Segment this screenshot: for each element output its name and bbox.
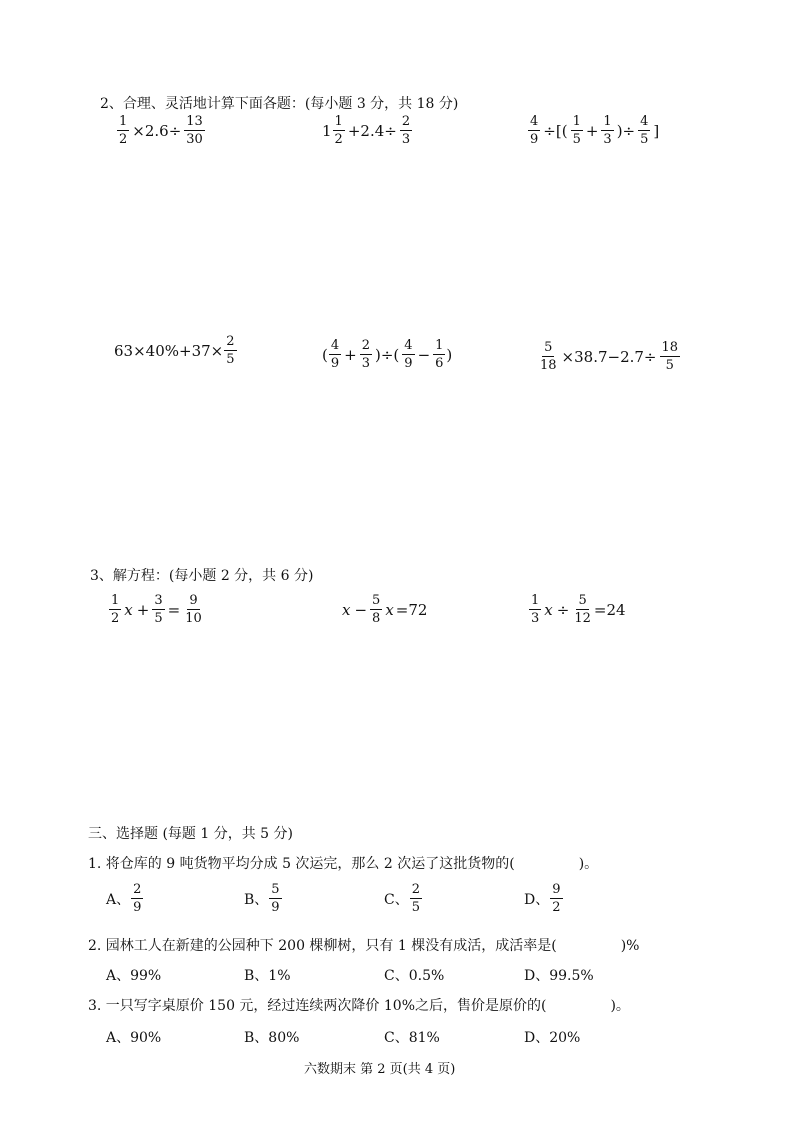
equation-2: x − $\frac{5}{8}$ x =72 xyxy=(342,593,428,626)
option-b[interactable]: B、1% xyxy=(244,968,291,984)
fraction: $\frac{3}{5}$ xyxy=(154,593,163,626)
option-a[interactable]: A、90% xyxy=(106,1030,162,1046)
expression-1: $\frac{1}{2}$ ×2.6÷ $\frac{13}{30}$ xyxy=(119,114,203,147)
expression-2: 1 $\frac{1}{2}$ +2.4÷ $\frac{2}{3}$ xyxy=(322,114,411,147)
fraction: $\frac{2}{3}$ xyxy=(401,114,411,147)
fraction: $\frac{1}{3}$ xyxy=(531,593,540,626)
fraction: $\frac{1}{3}$ xyxy=(603,114,612,147)
choice-question-3: 3. 一只写字桌原价 150 元，经过连续两次降价 10%之后，售价是原价的( )。 xyxy=(88,998,630,1014)
expression-4: 63×40%+37× $\frac{2}{5}$ xyxy=(114,334,235,367)
page-footer: 六数期末 第 2 页(共 4 页) xyxy=(304,1062,456,1077)
part3-heading: 三、选择题 (每题 1 分，共 5 分) xyxy=(88,826,293,842)
fraction: $\frac{5}{8}$ xyxy=(372,593,381,626)
option-d[interactable]: D、 $\frac{9}{2}$ xyxy=(524,882,561,915)
fraction: $\frac{2}{5}$ xyxy=(411,882,420,915)
fraction: $\frac{2}{5}$ xyxy=(226,334,235,367)
choice-question-2: 2. 园林工人在新建的公园种下 200 棵柳树，只有 1 棵没有成活，成活率是( )% xyxy=(88,938,640,954)
fraction: $\frac{5}{18}$ xyxy=(540,340,557,373)
option-b[interactable]: B、80% xyxy=(244,1030,300,1046)
equation-3: $\frac{1}{3}$ x ÷ $\frac{5}{12}$ =24 xyxy=(531,593,626,626)
fraction: $\frac{4}{5}$ xyxy=(640,114,649,147)
fraction: $\frac{1}{2}$ xyxy=(119,114,128,147)
fraction: $\frac{4}{9}$ xyxy=(530,114,539,147)
fraction: $\frac{18}{5}$ xyxy=(661,340,679,373)
fraction: $\frac{5}{12}$ xyxy=(574,593,591,626)
section3-heading: 3、解方程：(每小题 2 分，共 6 分) xyxy=(90,568,314,584)
option-b[interactable]: B、 $\frac{5}{9}$ xyxy=(244,882,280,915)
option-a[interactable]: A、 $\frac{2}{9}$ xyxy=(106,882,142,915)
fraction: $\frac{2}{3}$ xyxy=(361,338,370,371)
expression-3: $\frac{4}{9}$ ÷[( $\frac{1}{5}$ + $\frac{1}{3}$ )÷ $\frac{4}{5}$ ] xyxy=(530,114,660,147)
fraction: $\frac{4}{9}$ xyxy=(404,338,413,371)
fraction: $\frac{9}{10}$ xyxy=(185,593,202,626)
fraction: $\frac{1}{2}$ xyxy=(334,114,343,147)
option-d[interactable]: D、99.5% xyxy=(524,968,594,984)
fraction: $\frac{1}{6}$ xyxy=(435,338,444,371)
equation-1: $\frac{1}{2}$ x + $\frac{3}{5}$ = $\frac{9}{10}$ xyxy=(111,593,202,626)
option-c[interactable]: C、0.5% xyxy=(384,968,445,984)
fraction: $\frac{9}{2}$ xyxy=(552,882,561,915)
option-c[interactable]: C、81% xyxy=(384,1030,440,1046)
expression-5: ( $\frac{4}{9}$ + $\frac{2}{3}$ )÷( $\frac{4}{9}$ − $\frac{1}{6}$ ) xyxy=(322,338,453,371)
expression-6: $\frac{5}{18}$ ×38.7−2.7÷ $\frac{18}{5}$ xyxy=(540,340,679,373)
choice-question-1: 1. 将仓库的 9 吨货物平均分成 5 次运完，那么 2 次运了这批货物的( )。 xyxy=(88,856,599,872)
fraction: $\frac{4}{9}$ xyxy=(330,338,340,371)
fraction: $\frac{13}{30}$ xyxy=(186,114,203,147)
option-a[interactable]: A、99% xyxy=(106,968,162,984)
fraction: $\frac{2}{9}$ xyxy=(133,882,142,915)
option-d[interactable]: D、20% xyxy=(524,1030,581,1046)
section2-heading: 2、合理、灵活地计算下面各题：(每小题 3 分，共 18 分) xyxy=(100,96,459,112)
fraction: $\frac{1}{2}$ xyxy=(111,593,120,626)
option-c[interactable]: C、 $\frac{2}{5}$ xyxy=(384,882,420,915)
fraction: $\frac{1}{5}$ xyxy=(572,114,581,147)
fraction: $\frac{5}{9}$ xyxy=(271,882,280,915)
